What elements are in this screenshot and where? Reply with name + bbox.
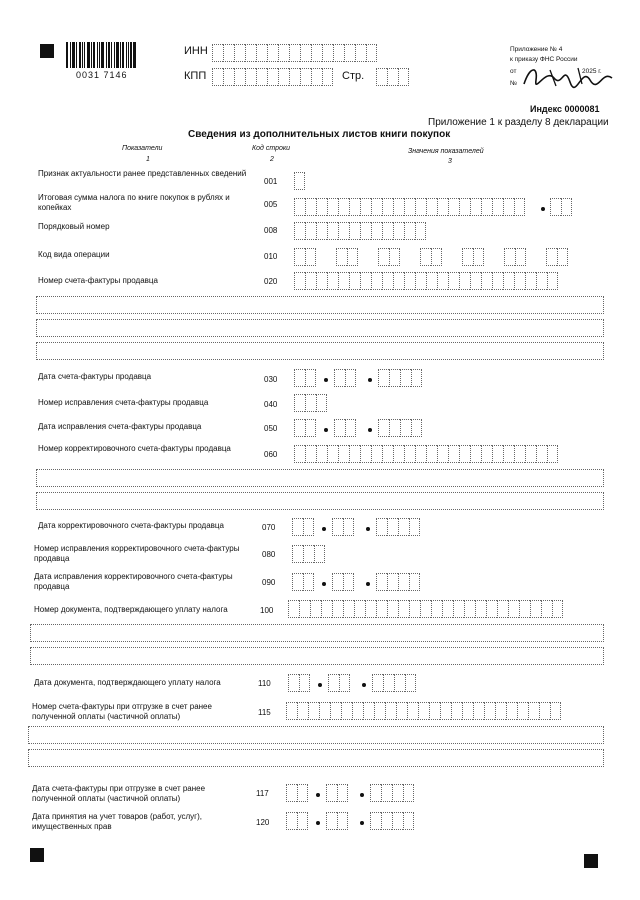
correction-invoice-number-line-3[interactable]	[36, 492, 604, 510]
page-label: Стр.	[342, 70, 365, 82]
row-100-label: Номер документа, подтверждающего уплату налога	[34, 605, 228, 614]
seller-invoice-date-month[interactable]	[334, 369, 356, 387]
tax-total-kopecks-field[interactable]	[550, 198, 572, 216]
stamp-number-label: №	[510, 80, 517, 87]
payment-document-number-line-2[interactable]	[30, 624, 604, 642]
column-header-line-code: Код строки	[252, 145, 291, 152]
row-115-code: 115	[258, 708, 271, 717]
goods-acceptance-date-month[interactable]	[326, 812, 348, 830]
date-separator	[368, 428, 372, 432]
row-005-code: 005	[264, 200, 278, 209]
seller-invoice-date-year[interactable]	[378, 369, 422, 387]
seller-invoice-fix-date-year[interactable]	[378, 419, 422, 437]
row-090-code: 090	[262, 578, 276, 587]
seller-invoice-fix-date-day[interactable]	[294, 419, 316, 437]
column-number-2: 2	[270, 156, 274, 163]
column-number-3: 3	[448, 158, 452, 165]
row-010-label: Код вида операции	[38, 250, 110, 259]
page-number-field[interactable]	[376, 68, 409, 86]
correction-invoice-fix-date-month[interactable]	[332, 573, 354, 591]
row-120-code: 120	[256, 818, 270, 827]
operation-code-field-7[interactable]	[546, 248, 568, 266]
date-separator	[366, 527, 370, 531]
date-separator	[324, 428, 328, 432]
row-040-code: 040	[264, 400, 278, 409]
row-080-code: 080	[262, 550, 276, 559]
row-008-label: Порядковый номер	[38, 222, 110, 231]
inn-field[interactable]	[212, 44, 377, 62]
seller-invoice-number-line-2[interactable]	[36, 296, 604, 314]
correction-invoice-number-line-2[interactable]	[36, 469, 604, 487]
row-060-code: 060	[264, 450, 278, 459]
operation-code-field-4[interactable]	[420, 248, 442, 266]
correction-invoice-number-line-1[interactable]	[294, 445, 558, 463]
operation-code-field-3[interactable]	[378, 248, 400, 266]
date-separator	[360, 821, 364, 825]
advance-invoice-number-line-2[interactable]	[28, 726, 604, 744]
row-120-label: Дата принятия на учет товаров (работ, услуг), имущественных прав	[32, 812, 202, 831]
row-117-label: Дата счета-фактуры при отгрузке в счет ранее полученной оплаты (частичной оплаты)	[32, 784, 206, 803]
operation-code-field-1[interactable]	[294, 248, 316, 266]
row-001-code: 001	[264, 177, 278, 186]
seller-invoice-date-day[interactable]	[294, 369, 316, 387]
row-060-label: Номер корректировочного счета-фактуры продавца	[38, 444, 231, 453]
corner-marker-bottom-left	[30, 848, 44, 862]
actuality-flag-field[interactable]	[294, 172, 305, 190]
row-117-code: 117	[256, 789, 269, 798]
operation-code-field-5[interactable]	[462, 248, 484, 266]
decimal-separator	[541, 207, 545, 211]
correction-invoice-fix-date-year[interactable]	[376, 573, 420, 591]
row-080-label: Номер исправления корректировочного счета-фактуры продавца	[34, 544, 240, 563]
payment-document-number-line-3[interactable]	[30, 647, 604, 665]
correction-invoice-date-day[interactable]	[292, 518, 314, 536]
row-070-code: 070	[262, 523, 276, 532]
handwritten-signature	[520, 60, 620, 90]
operation-code-field-2[interactable]	[336, 248, 358, 266]
row-010-code: 010	[264, 252, 278, 261]
date-separator	[316, 821, 320, 825]
row-070-label: Дата корректировочного счета-фактуры продавца	[38, 521, 224, 530]
correction-invoice-fix-number-field[interactable]	[292, 545, 325, 563]
inn-label: ИНН	[184, 45, 208, 57]
row-001-label: Признак актуальности ранее представленных сведений	[38, 169, 247, 178]
tax-total-rubles-field[interactable]	[294, 198, 525, 216]
payment-document-number-line-1[interactable]	[288, 600, 563, 618]
row-008-code: 008	[264, 226, 278, 235]
operation-code-field-6[interactable]	[504, 248, 526, 266]
row-090-label: Дата исправления корректировочного счета-фактуры продавца	[34, 572, 233, 591]
appendix-label: Приложение 1 к разделу 8 декларации	[428, 117, 609, 128]
barcode	[66, 42, 144, 68]
date-separator	[366, 582, 370, 586]
date-separator	[362, 683, 366, 687]
column-number-1: 1	[146, 156, 150, 163]
seller-invoice-number-line-3[interactable]	[36, 319, 604, 337]
column-header-indicators: Показатели	[122, 145, 163, 152]
row-020-label: Номер счета-фактуры продавца	[38, 276, 158, 285]
row-050-label: Дата исправления счета-фактуры продавца	[38, 422, 202, 431]
barcode-number: 0031 7146	[76, 70, 128, 80]
row-115-label: Номер счета-фактуры при отгрузке в счет ранее полученной оплаты (частичной оплаты)	[32, 702, 212, 721]
correction-invoice-date-month[interactable]	[332, 518, 354, 536]
goods-acceptance-date-day[interactable]	[286, 812, 308, 830]
goods-acceptance-date-year[interactable]	[370, 812, 414, 830]
seller-invoice-fix-number-field[interactable]	[294, 394, 327, 412]
payment-document-date-month[interactable]	[328, 674, 350, 692]
seller-invoice-number-line-4[interactable]	[36, 342, 604, 360]
row-110-code: 110	[258, 679, 271, 688]
row-040-label: Номер исправления счета-фактуры продавца	[38, 398, 209, 407]
stamp-line-1: Приложение № 4	[510, 46, 563, 53]
row-110-label: Дата документа, подтверждающего уплату налога	[34, 678, 221, 687]
row-020-code: 020	[264, 277, 278, 286]
column-header-values: Значения показателей	[408, 148, 484, 155]
advance-invoice-date-year[interactable]	[370, 784, 414, 802]
advance-invoice-date-day[interactable]	[286, 784, 308, 802]
date-separator	[324, 378, 328, 382]
corner-marker-bottom-right	[584, 854, 598, 868]
index-code: Индекс 0000081	[530, 104, 600, 114]
stamp-line-2: к приказу ФНС России	[510, 56, 578, 63]
seller-invoice-number-line-1[interactable]	[294, 272, 558, 290]
corner-marker-top-left	[40, 44, 54, 58]
kpp-label: КПП	[184, 70, 207, 82]
correction-invoice-date-year[interactable]	[376, 518, 420, 536]
row-030-code: 030	[264, 375, 278, 384]
kpp-field[interactable]	[212, 68, 333, 86]
row-005-label: Итоговая сумма налога по книге покупок в рублях и копейках	[38, 193, 230, 212]
row-030-label: Дата счета-фактуры продавца	[38, 372, 152, 381]
date-separator	[322, 582, 326, 586]
row-100-code: 100	[260, 606, 274, 615]
seller-invoice-fix-date-month[interactable]	[334, 419, 356, 437]
date-separator	[318, 683, 322, 687]
advance-invoice-number-line-3[interactable]	[28, 749, 604, 767]
page-title: Сведения из дополнительных листов книги покупок	[188, 129, 451, 140]
date-separator	[316, 793, 320, 797]
advance-invoice-number-line-1[interactable]	[286, 702, 561, 720]
date-separator	[322, 527, 326, 531]
serial-number-field[interactable]	[294, 222, 426, 240]
stamp-line-3: от	[510, 68, 517, 75]
payment-document-date-year[interactable]	[372, 674, 416, 692]
correction-invoice-fix-date-day[interactable]	[292, 573, 314, 591]
row-050-code: 050	[264, 424, 278, 433]
date-separator	[368, 378, 372, 382]
date-separator	[360, 793, 364, 797]
stamp-year: 2025 г.	[582, 68, 602, 75]
advance-invoice-date-month[interactable]	[326, 784, 348, 802]
payment-document-date-day[interactable]	[288, 674, 310, 692]
